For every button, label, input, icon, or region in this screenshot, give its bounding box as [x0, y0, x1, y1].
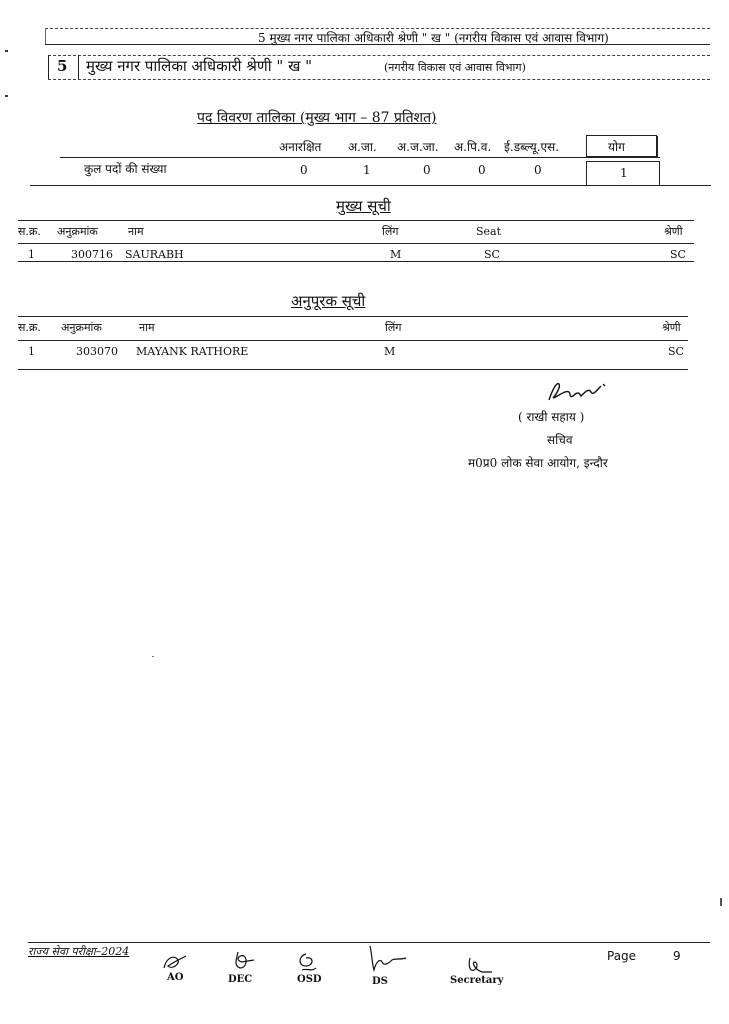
col-ews: ई.डब्ल्यू.एस. [504, 140, 560, 154]
main-hdr-gender: लिंग [382, 225, 399, 238]
footer-role-dec: DEC [228, 974, 253, 985]
col-unreserved: अनारक्षित [279, 140, 322, 154]
supp-hdr-name: नाम [139, 321, 155, 334]
footer-role-ao: AO [167, 972, 184, 983]
dec-initials [228, 948, 260, 974]
supp-hdr-gender: लिंग [385, 321, 402, 334]
main-hdr-sno: स.क्र. [18, 225, 41, 238]
footer-role-osd: OSD [297, 974, 322, 985]
header-title: मुख्य नगर पालिका अधिकारी श्रेणी " ख " [86, 57, 313, 75]
col-st: अ.ज.जा. [397, 140, 439, 154]
main-hdr-name: नाम [128, 225, 144, 238]
post-table-rule [60, 157, 660, 158]
value-sc: 1 [363, 163, 371, 177]
footer-role-secretary: Secretary [450, 975, 504, 986]
header-dept: (नगरीय विकास एवं आवास विभाग) [384, 61, 526, 74]
post-table-bottom-rule [30, 185, 711, 186]
footer-page-number: 9 [673, 949, 681, 963]
main-hdr-seat: Seat [476, 225, 502, 238]
header-number: 5 [57, 57, 68, 75]
title-box-bottom [48, 79, 710, 80]
main-row-name: SAURABH [125, 248, 184, 261]
value-st: 0 [423, 163, 431, 177]
supp-row-gender: M [384, 345, 396, 358]
main-row-seat: SC [484, 248, 500, 261]
main-row-sno: 1 [28, 248, 35, 261]
footer-page-label: Page [607, 949, 637, 963]
header-left-edge [45, 28, 46, 44]
col-total: योग [608, 140, 625, 154]
main-list-header-rule [18, 243, 694, 244]
main-row-category: SC [670, 248, 686, 261]
supp-row-category: SC [668, 345, 684, 358]
footer-exam: राज्य सेवा परीक्षा–2024 [28, 945, 130, 958]
value-unreserved: 0 [300, 163, 308, 177]
margin-mark [5, 95, 8, 97]
main-list-top-rule [18, 220, 694, 221]
row-label-total-posts: कुल पदों की संख्या [84, 162, 167, 176]
supp-row-sno: 1 [28, 345, 35, 358]
supp-hdr-roll: अनुक्रमांक [61, 321, 102, 334]
main-row-roll: 300716 [71, 248, 113, 261]
header-top-line: 5 मुख्य नगर पालिका अधिकारी श्रेणी " ख " (नगरीय विकास एवं आवास विभाग) [258, 31, 609, 45]
main-row-gender: M [390, 248, 402, 261]
value-total: 1 [620, 166, 628, 180]
osd-initials [292, 950, 322, 976]
supp-hdr-category: श्रेणी [662, 321, 681, 334]
supp-row-name: MAYANK RATHORE [136, 345, 249, 358]
post-table-title: पद विवरण तालिका (मुख्य भाग – 87 प्रतिशत) [197, 110, 437, 126]
supp-list-top-rule [18, 316, 688, 317]
ds-initials [366, 944, 410, 974]
edge-mark [720, 898, 722, 906]
value-obc: 0 [478, 163, 486, 177]
margin-mark [5, 50, 8, 52]
footer-role-ds: DS [372, 976, 388, 987]
supplementary-list-title: अनुपूरक सूची [291, 292, 366, 310]
supp-list-bottom-rule [18, 369, 688, 370]
col-sc: अ.जा. [348, 140, 377, 154]
title-box-left [48, 55, 49, 79]
supp-hdr-sno: स.क्र. [18, 321, 41, 334]
ao-initials [160, 950, 190, 974]
main-list-bottom-rule [18, 261, 694, 262]
signatory-name: ( राखी सहाय ) [518, 410, 585, 424]
main-hdr-roll: अनुक्रमांक [57, 225, 98, 238]
secretary-signature [545, 378, 615, 404]
title-box-sep [78, 55, 79, 79]
supp-list-header-rule [18, 340, 688, 341]
footer-rule [28, 942, 710, 943]
main-hdr-category: श्रेणी [664, 225, 683, 238]
supp-row-roll: 303070 [76, 345, 118, 358]
value-ews: 0 [534, 163, 542, 177]
speck [152, 656, 154, 657]
signatory-office: म0प्र0 लोक सेवा आयोग, इन्दौर [468, 456, 608, 470]
main-list-title: मुख्य सूची [336, 197, 391, 215]
col-obc: अ.पि.व. [454, 140, 492, 154]
signatory-designation: सचिव [547, 433, 573, 447]
